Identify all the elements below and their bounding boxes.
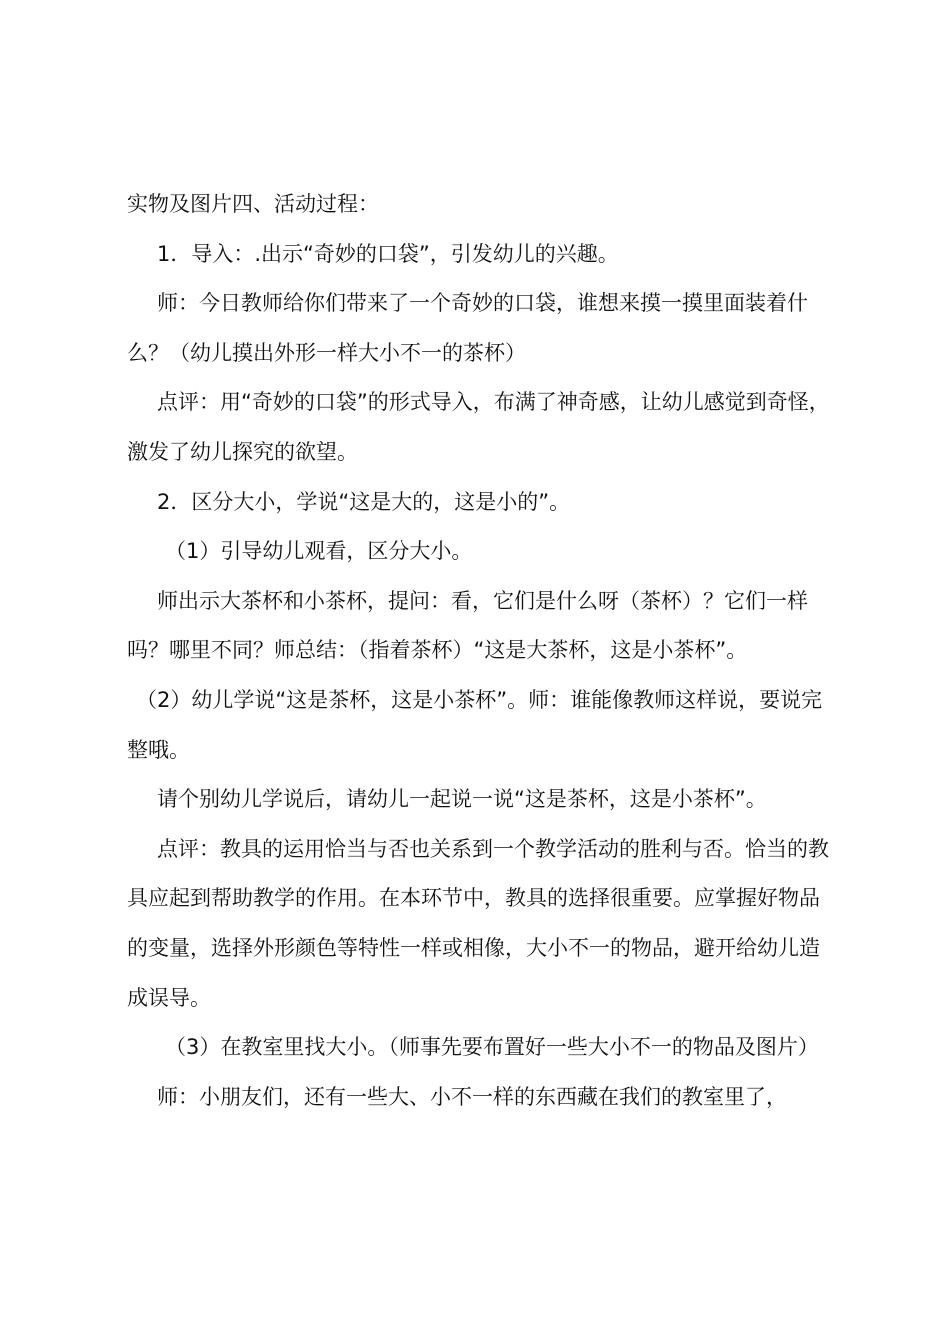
document-body [127, 180, 832, 1122]
paragraph-substep-2: （2）幼儿学说“这是茶杯，这是小茶杯”。师：谁能像教师这样说，要说完整哦。 [127, 687, 823, 762]
paragraph-children-repeat: 请个别幼儿学说后，请幼儿一起说一说“这是茶杯，这是小茶杯”。 [157, 787, 767, 812]
paragraph-teacher-classroom: 师：小朋友们，还有一些大、小不一样的东西藏在我们的教室里了， [157, 1084, 787, 1109]
paragraph-activity-process-heading: 实物及图片四、活动过程： [127, 192, 379, 216]
paragraph-teacher-magic-bag: 师：今日教师给你们带来了一个奇妙的口袋，谁想来摸一摸里面装着什么？（幼儿摸出外形一样大小不一的茶杯） [127, 291, 808, 365]
paragraph-substep-1: （1）引导幼儿观看，区分大小。 [165, 539, 473, 564]
paragraph-step-1-intro: 1．导入：.出示“奇妙的口袋”，引发幼儿的兴趣。 [157, 241, 619, 266]
paragraph-teacher-cups: 师出示大茶杯和小茶杯，提问：看，它们是什么呀（茶杯）？它们一样吗？哪里不同？师总结：（指着茶杯）“这是大茶杯，这是小茶杯”。 [127, 588, 808, 663]
paragraph-step-2-size: 2．区分大小，学说“这是大的，这是小的”。 [157, 489, 571, 514]
paragraph-comment-1: 点评：用“奇妙的口袋”的形式导入，布满了神奇感，让幼儿感觉到奇怪，激发了幼儿探究的欲望。 [127, 390, 830, 464]
paragraph-substep-3: （3）在教室里找大小。（师事先要布置好一些大小不一的物品及图片） [165, 1035, 819, 1060]
paragraph-comment-2: 点评：教具的运用恰当与否也关系到一个教学活动的胜利与否。恰当的教具应起到帮助教学的作用。在本环节中，教具的选择很重要。应掌握好物品的变量，选择外形颜色等特性一样或相像，大小不一的物品，避开给幼儿造成误导。 [127, 836, 829, 1010]
